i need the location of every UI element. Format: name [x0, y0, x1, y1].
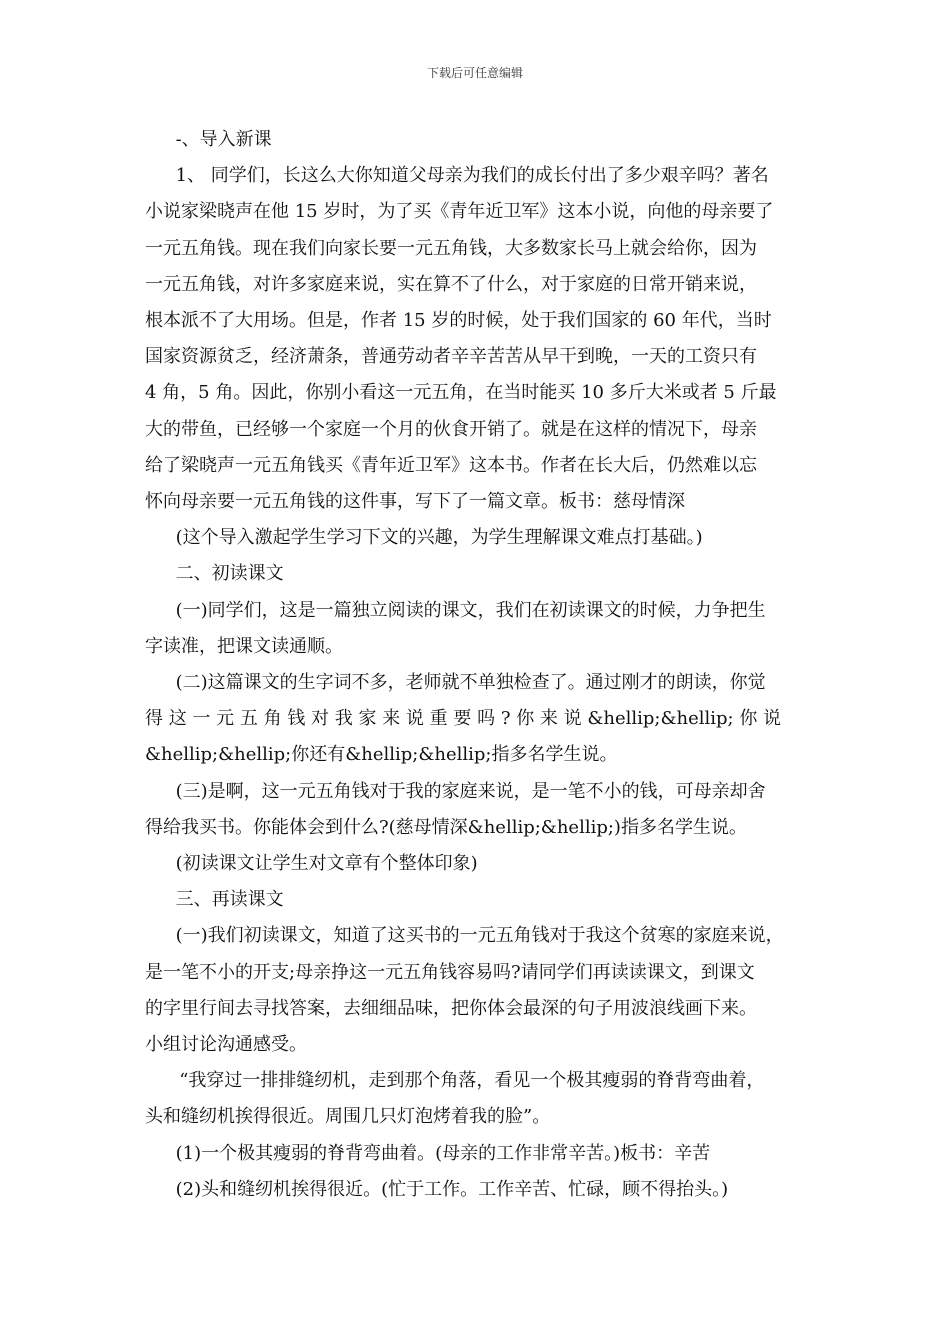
section-title: 三、再读课文 — [175, 889, 284, 911]
paragraph-line: 大的带鱼，已经够一个家庭一个月的伙食开销了。就是在这样的情况下，母亲 — [145, 418, 757, 440]
document-body — [145, 122, 813, 1208]
teaching-note: (这个导入激起学生学习下文的兴趣，为学生理解课文难点打基础。) — [175, 527, 703, 549]
paragraph-line: 根本派不了大用场。但是，作者 15 岁的时候，处于我们国家的 60 年代，当时 — [145, 310, 772, 332]
paragraph-line: &hellip;&hellip;你还有&hellip;&hellip;指多名学生说。 — [145, 744, 618, 766]
section-title: 二、初读课文 — [175, 563, 284, 585]
paragraph-line: 4 角，5 角。因此，你别小看这一元五角，在当时能买 10 多斤大米或者 5 斤最 — [145, 382, 777, 404]
list-item: (2)头和缝纫机挨得很近。(忙于工作。工作辛苦、忙碌，顾不得抬头。) — [175, 1178, 729, 1200]
paragraph-line: 的字里行间去寻找答案，去细细品味，把你体会最深的句子用波浪线画下来。 — [145, 997, 757, 1019]
paragraph-line: 得给我买书。你能体会到什么?(慈母情深&hellip;&hellip;)指多名学生说。 — [145, 816, 747, 838]
paragraph-line: (一)我们初读课文，知道了这买书的一元五角钱对于我这个贫寒的家庭来说， — [175, 925, 784, 947]
paragraph-line: 国家资源贫乏，经济萧条，普通劳动者辛辛苦苦从早干到晚，一天的工资只有 — [145, 346, 757, 368]
paragraph-line: 得 这 一 元 五 角 钱 对 我 家 来 说 重 要 吗 ? 你 来 说 &hellip;&hellip; 你 说 — [145, 708, 782, 730]
paragraph-line: 1、 同学们，长这么大你知道父母亲为我们的成长付出了多少艰辛吗？著名 — [175, 165, 769, 187]
quote-line: 头和缝纫机挨得很近。周围几只灯泡烤着我的脸”。 — [145, 1106, 551, 1128]
teaching-note: (初读课文让学生对文章有个整体印象) — [175, 853, 478, 875]
section-title: -、导入新课 — [175, 129, 272, 150]
paragraph-line: (一)同学们，这是一篇独立阅读的课文，我们在初读课文的时候，力争把生 — [175, 599, 766, 621]
quote-line: “我穿过一排排缝纫机，走到那个角落，看见一个极其瘦弱的脊背弯曲着， — [179, 1070, 765, 1092]
paragraph-line: 是一笔不小的开支;母亲挣这一元五角钱容易吗?请同学们再读读课文，到课文 — [145, 961, 755, 983]
paragraph-line: 一元五角钱。现在我们向家长要一元五角钱，大多数家长马上就会给你，因为 — [145, 237, 757, 259]
paragraph-line: 小说家梁晓声在他 15 岁时，为了买《青年近卫军》这本小说，向他的母亲要了 — [145, 201, 774, 223]
paragraph-line: 怀向母亲要一元五角钱的这件事，写下了一篇文章。板书：慈母情深 — [145, 491, 685, 513]
paragraph-line: 字读准，把课文读通顺。 — [145, 635, 343, 657]
paragraph-line: 小组讨论沟通感受。 — [145, 1034, 307, 1056]
paragraph-line: 给了梁晓声一元五角钱买《青年近卫军》这本书。作者在长大后，仍然难以忘 — [145, 454, 757, 476]
paragraph-line: (三)是啊，这一元五角钱对于我的家庭来说，是一笔不小的钱，可母亲却舍 — [175, 780, 766, 802]
paragraph-line: 一元五角钱，对许多家庭来说，实在算不了什么，对于家庭的日常开销来说， — [145, 273, 757, 295]
paragraph-line: (二)这篇课文的生字词不多，老师就不单独检查了。通过刚才的朗读，你觉 — [175, 672, 766, 694]
list-item: (1)一个极其瘦弱的脊背弯曲着。(母亲的工作非常辛苦。)板书：辛苦 — [175, 1142, 711, 1164]
page-header: 下载后可任意编辑 — [426, 66, 523, 80]
